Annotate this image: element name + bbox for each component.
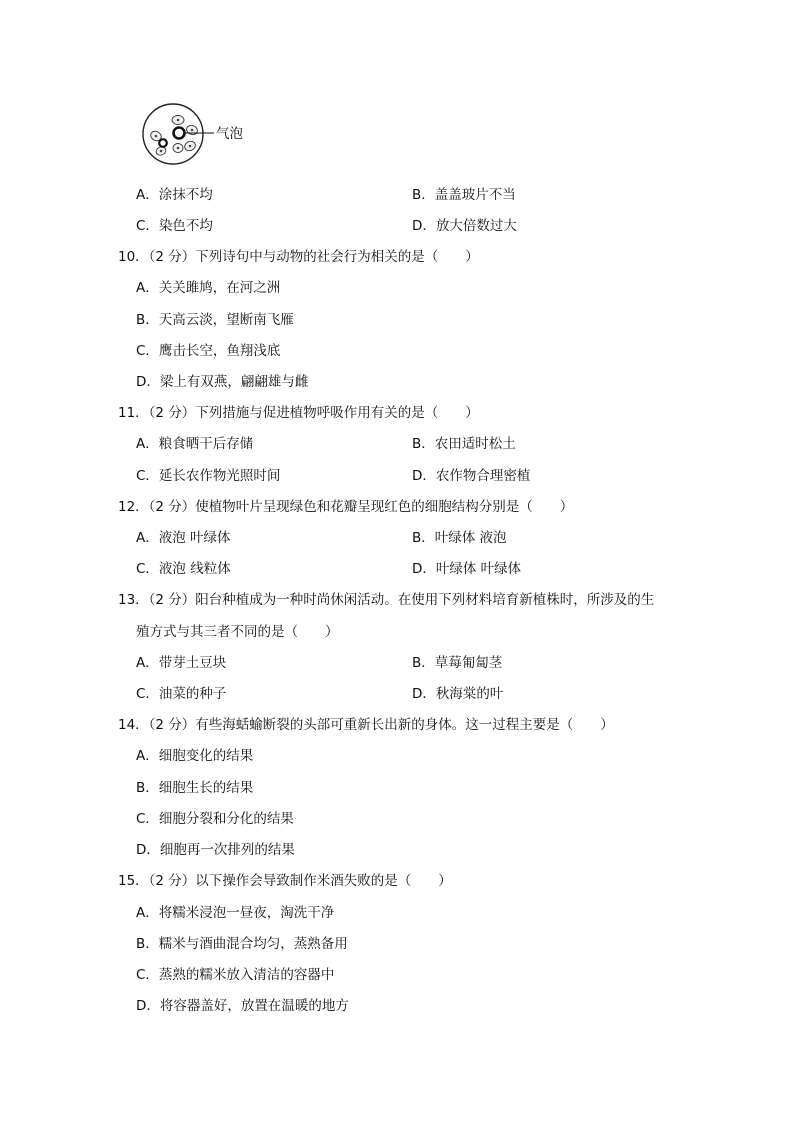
q12-stem: 12．（2 分）使植物叶片呈现绿色和花瓣呈现红色的细胞结构分别是（ ） bbox=[118, 499, 574, 515]
q13-option-d: D．秋海棠的叶 bbox=[412, 686, 504, 702]
q10-option-c: C．鹰击长空，鱼翔浅底 bbox=[136, 343, 281, 359]
q15-option-c: C．蒸熟的糯米放入清洁的容器中 bbox=[136, 967, 335, 983]
q14-option-c: C．细胞分裂和分化的结果 bbox=[136, 811, 294, 827]
q14-option-b: B．细胞生长的结果 bbox=[136, 780, 254, 796]
q13-stem-line2: 殖方式与其三者不同的是（ ） bbox=[136, 624, 339, 640]
air-bubble bbox=[159, 139, 167, 147]
q11-option-a: A．粮食晒干后存储 bbox=[136, 436, 254, 452]
q9-option-b: B．盖盖玻片不当 bbox=[412, 187, 516, 203]
q14-stem: 14．（2 分）有些海蛞蝓断裂的头部可重新长出新的身体。这一过程主要是（ ） bbox=[118, 717, 614, 733]
q13-option-c: C．油菜的种子 bbox=[136, 686, 227, 702]
q14-option-a: A．细胞变化的结果 bbox=[136, 748, 254, 764]
q15-stem: 15．（2 分）以下操作会导致制作米酒失败的是（ ） bbox=[118, 873, 452, 889]
q9-option-a: A．涂抹不均 bbox=[136, 187, 213, 203]
q15-option-b: B．糯米与酒曲混合均匀，蒸熟备用 bbox=[136, 936, 348, 952]
q11-option-c: C．延长农作物光照时间 bbox=[136, 468, 281, 484]
q13-option-b: B．草莓匍匐茎 bbox=[412, 655, 503, 671]
q12-option-b: B．叶绿体 液泡 bbox=[412, 530, 507, 546]
q11-stem: 11．（2 分）下列措施与促进植物呼吸作用有关的是（ ） bbox=[118, 405, 479, 421]
microscope-field-figure bbox=[140, 100, 260, 172]
air-bubble bbox=[174, 128, 185, 139]
q11-option-b: B．农田适时松土 bbox=[412, 436, 516, 452]
air-bubble-label: 气泡 bbox=[216, 126, 243, 142]
q11-option-d: D．农作物合理密植 bbox=[412, 468, 531, 484]
q10-stem: 10．（2 分）下列诗句中与动物的社会行为相关的是（ ） bbox=[118, 249, 479, 265]
q10-option-a: A．关关雎鸠，在河之洲 bbox=[136, 280, 281, 296]
q15-option-d: D．将容器盖好，放置在温暖的地方 bbox=[136, 998, 349, 1014]
q12-option-c: C．液泡 线粒体 bbox=[136, 561, 231, 577]
q9-option-d: D．放大倍数过大 bbox=[412, 218, 517, 234]
q10-option-d: D．梁上有双燕，翩翩雄与雌 bbox=[136, 374, 309, 390]
q10-option-b: B．天高云淡，望断南飞雁 bbox=[136, 312, 294, 328]
q13-stem-line1: 13．（2 分）阳台种植成为一种时尚休闲活动。在使用下列材料培育新植株时，所涉及的生 bbox=[118, 592, 655, 608]
q12-option-a: A．液泡 叶绿体 bbox=[136, 530, 231, 546]
q15-option-a: A．将糯米浸泡一昼夜，淘洗干净 bbox=[136, 905, 335, 921]
q12-option-d: D．叶绿体 叶绿体 bbox=[412, 561, 522, 577]
q13-option-a: A．带芽土豆块 bbox=[136, 655, 227, 671]
q14-option-d: D．细胞再一次排列的结果 bbox=[136, 842, 295, 858]
q9-option-c: C．染色不均 bbox=[136, 218, 213, 234]
